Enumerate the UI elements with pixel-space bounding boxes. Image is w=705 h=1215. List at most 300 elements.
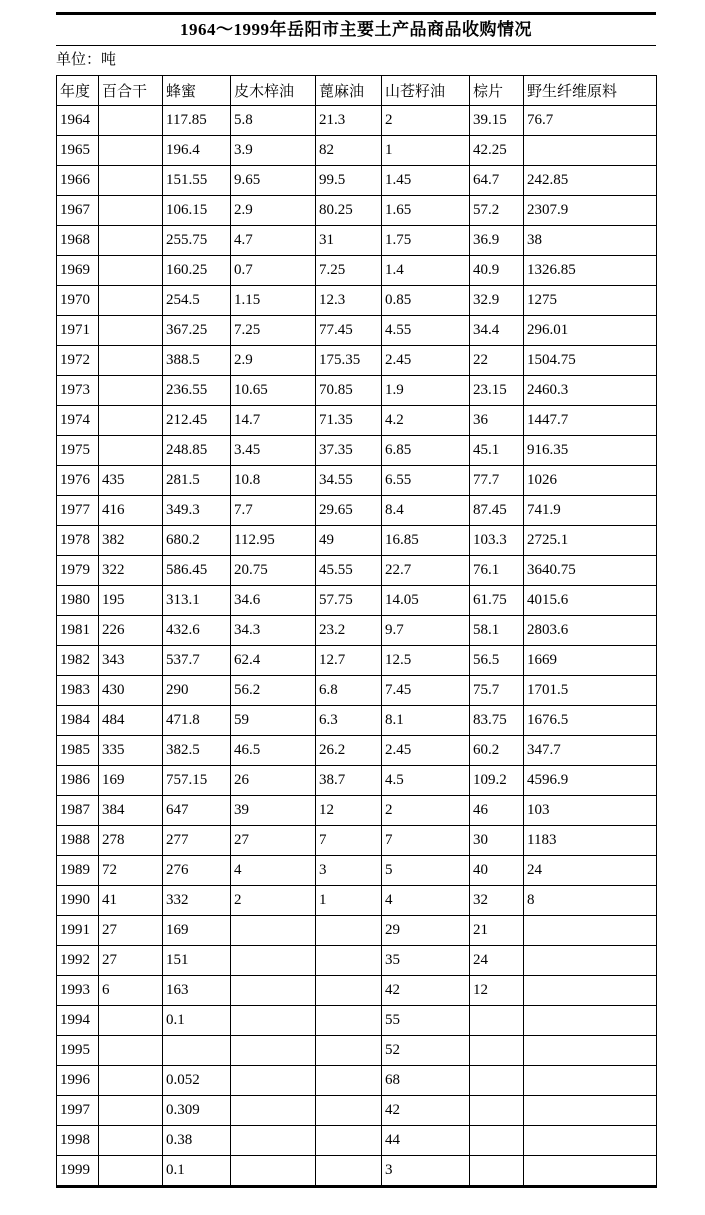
value-cell (316, 976, 382, 1006)
table-row (57, 916, 657, 946)
value-cell: 39.15 (470, 106, 524, 136)
value-cell: 4015.6 (524, 586, 657, 616)
value-cell: 388.5 (163, 346, 231, 376)
value-cell: 34.4 (470, 316, 524, 346)
value-cell: 42 (382, 976, 470, 1006)
value-cell: 1326.85 (524, 256, 657, 286)
value-cell: 34.3 (231, 616, 316, 646)
value-cell: 14.7 (231, 406, 316, 436)
value-cell: 3.45 (231, 436, 316, 466)
year-cell: 1988 (57, 826, 99, 856)
value-cell: 313.1 (163, 586, 231, 616)
year-cell: 1994 (57, 1006, 99, 1036)
value-cell: 916.35 (524, 436, 657, 466)
table-row (57, 676, 657, 706)
value-cell (524, 1006, 657, 1036)
value-cell: 1183 (524, 826, 657, 856)
value-cell: 471.8 (163, 706, 231, 736)
document-content (56, 12, 656, 1188)
value-cell: 151.55 (163, 166, 231, 196)
value-cell: 24 (470, 946, 524, 976)
value-cell: 1.75 (382, 226, 470, 256)
value-cell: 39 (231, 796, 316, 826)
value-cell: 6.3 (316, 706, 382, 736)
value-cell: 382.5 (163, 736, 231, 766)
value-cell (316, 1096, 382, 1126)
table-row (57, 1036, 657, 1066)
value-cell: 36 (470, 406, 524, 436)
value-cell (231, 1156, 316, 1187)
value-cell: 103 (524, 796, 657, 826)
value-cell: 484 (99, 706, 163, 736)
value-cell: 680.2 (163, 526, 231, 556)
value-cell: 83.75 (470, 706, 524, 736)
value-cell: 242.85 (524, 166, 657, 196)
value-cell (99, 316, 163, 346)
value-cell: 322 (99, 556, 163, 586)
value-cell: 12.5 (382, 646, 470, 676)
value-cell: 40 (470, 856, 524, 886)
value-cell: 106.15 (163, 196, 231, 226)
value-cell: 38 (524, 226, 657, 256)
table-row (57, 526, 657, 556)
value-cell: 68 (382, 1066, 470, 1096)
table-row (57, 376, 657, 406)
value-cell (524, 1066, 657, 1096)
value-cell: 45.1 (470, 436, 524, 466)
value-cell (99, 1066, 163, 1096)
value-cell: 296.01 (524, 316, 657, 346)
value-cell: 1.9 (382, 376, 470, 406)
year-cell: 1983 (57, 676, 99, 706)
value-cell: 77.45 (316, 316, 382, 346)
value-cell: 109.2 (470, 766, 524, 796)
value-cell: 77.7 (470, 466, 524, 496)
value-cell: 7.7 (231, 496, 316, 526)
value-cell: 103.3 (470, 526, 524, 556)
value-cell: 435 (99, 466, 163, 496)
value-cell: 70.85 (316, 376, 382, 406)
value-cell: 12 (316, 796, 382, 826)
value-cell: 6.8 (316, 676, 382, 706)
year-cell: 1968 (57, 226, 99, 256)
value-cell: 5.8 (231, 106, 316, 136)
table-row (57, 1066, 657, 1096)
year-cell: 1982 (57, 646, 99, 676)
value-cell: 4596.9 (524, 766, 657, 796)
year-cell: 1966 (57, 166, 99, 196)
value-cell: 0.309 (163, 1096, 231, 1126)
value-cell: 20.75 (231, 556, 316, 586)
value-cell: 3 (382, 1156, 470, 1187)
column-header: 年度 (57, 76, 99, 106)
value-cell: 432.6 (163, 616, 231, 646)
table-row (57, 106, 657, 136)
table-row (57, 826, 657, 856)
value-cell: 45.55 (316, 556, 382, 586)
year-cell: 1977 (57, 496, 99, 526)
value-cell: 49 (316, 526, 382, 556)
value-cell (524, 1036, 657, 1066)
value-cell: 21 (470, 916, 524, 946)
value-cell (99, 1156, 163, 1187)
unit-label: 单位：吨 (56, 52, 117, 68)
value-cell: 27 (99, 916, 163, 946)
value-cell: 175.35 (316, 346, 382, 376)
value-cell: 64.7 (470, 166, 524, 196)
year-cell: 1992 (57, 946, 99, 976)
year-cell: 1965 (57, 136, 99, 166)
value-cell: 416 (99, 496, 163, 526)
value-cell: 254.5 (163, 286, 231, 316)
value-cell: 8 (524, 886, 657, 916)
value-cell: 278 (99, 826, 163, 856)
table-body (57, 106, 657, 1187)
value-cell: 151 (163, 946, 231, 976)
value-cell (99, 286, 163, 316)
value-cell: 6.85 (382, 436, 470, 466)
year-cell: 1969 (57, 256, 99, 286)
value-cell: 61.75 (470, 586, 524, 616)
value-cell (99, 436, 163, 466)
table-row (57, 556, 657, 586)
table-row (57, 196, 657, 226)
year-cell: 1989 (57, 856, 99, 886)
value-cell: 21.3 (316, 106, 382, 136)
value-cell: 3.9 (231, 136, 316, 166)
value-cell: 332 (163, 886, 231, 916)
value-cell: 1026 (524, 466, 657, 496)
value-cell: 236.55 (163, 376, 231, 406)
value-cell (231, 1066, 316, 1096)
year-cell: 1964 (57, 106, 99, 136)
value-cell: 4.5 (382, 766, 470, 796)
value-cell: 99.5 (316, 166, 382, 196)
value-cell (99, 256, 163, 286)
value-cell: 2307.9 (524, 196, 657, 226)
value-cell (231, 1096, 316, 1126)
value-cell (470, 1156, 524, 1187)
value-cell: 57.75 (316, 586, 382, 616)
value-cell: 37.35 (316, 436, 382, 466)
value-cell: 277 (163, 826, 231, 856)
year-cell: 1990 (57, 886, 99, 916)
value-cell: 1.45 (382, 166, 470, 196)
table-row (57, 496, 657, 526)
value-cell: 367.25 (163, 316, 231, 346)
year-cell: 1984 (57, 706, 99, 736)
table-row (57, 1156, 657, 1187)
table-row (57, 286, 657, 316)
value-cell (316, 946, 382, 976)
value-cell: 26 (231, 766, 316, 796)
value-cell: 42 (382, 1096, 470, 1126)
year-cell: 1999 (57, 1156, 99, 1187)
column-header: 山苍籽油 (382, 76, 470, 106)
value-cell: 29 (382, 916, 470, 946)
year-cell: 1986 (57, 766, 99, 796)
year-cell: 1985 (57, 736, 99, 766)
value-cell: 24 (524, 856, 657, 886)
value-cell (99, 196, 163, 226)
value-cell (316, 1066, 382, 1096)
value-cell: 7.45 (382, 676, 470, 706)
value-cell (316, 1156, 382, 1187)
year-cell: 1981 (57, 616, 99, 646)
table-row (57, 316, 657, 346)
table-row (57, 406, 657, 436)
value-cell: 29.65 (316, 496, 382, 526)
value-cell: 4.2 (382, 406, 470, 436)
value-cell (99, 376, 163, 406)
page-title: 1964～1999年岳阳市主要土产品商品收购情况 (180, 20, 532, 39)
value-cell: 71.35 (316, 406, 382, 436)
value-cell: 80.25 (316, 196, 382, 226)
year-cell: 1971 (57, 316, 99, 346)
value-cell: 44 (382, 1126, 470, 1156)
value-cell: 1.65 (382, 196, 470, 226)
value-cell: 1 (316, 886, 382, 916)
value-cell: 4.55 (382, 316, 470, 346)
value-cell: 34.6 (231, 586, 316, 616)
value-cell: 1701.5 (524, 676, 657, 706)
value-cell: 537.7 (163, 646, 231, 676)
year-cell: 1987 (57, 796, 99, 826)
year-cell: 1997 (57, 1096, 99, 1126)
value-cell (99, 166, 163, 196)
year-cell: 1979 (57, 556, 99, 586)
column-header: 棕片 (470, 76, 524, 106)
value-cell: 40.9 (470, 256, 524, 286)
value-cell (470, 1126, 524, 1156)
value-cell: 41 (99, 886, 163, 916)
value-cell: 7.25 (316, 256, 382, 286)
header-row (57, 76, 657, 106)
value-cell: 2 (382, 796, 470, 826)
value-cell: 196.4 (163, 136, 231, 166)
value-cell: 6.55 (382, 466, 470, 496)
year-cell: 1970 (57, 286, 99, 316)
value-cell (524, 1126, 657, 1156)
value-cell (99, 106, 163, 136)
value-cell: 82 (316, 136, 382, 166)
value-cell: 46.5 (231, 736, 316, 766)
value-cell: 8.4 (382, 496, 470, 526)
value-cell: 212.45 (163, 406, 231, 436)
value-cell: 1 (382, 136, 470, 166)
value-cell: 757.15 (163, 766, 231, 796)
value-cell (231, 946, 316, 976)
value-cell: 10.8 (231, 466, 316, 496)
value-cell (470, 1036, 524, 1066)
value-cell: 112.95 (231, 526, 316, 556)
value-cell: 7 (382, 826, 470, 856)
value-cell: 7.25 (231, 316, 316, 346)
table-row (57, 1006, 657, 1036)
table-row (57, 136, 657, 166)
value-cell: 2.9 (231, 196, 316, 226)
value-cell: 290 (163, 676, 231, 706)
value-cell (316, 1126, 382, 1156)
table-row (57, 706, 657, 736)
value-cell: 4 (382, 886, 470, 916)
table-row (57, 976, 657, 1006)
value-cell: 76.7 (524, 106, 657, 136)
value-cell: 1676.5 (524, 706, 657, 736)
value-cell (99, 1006, 163, 1036)
value-cell: 52 (382, 1036, 470, 1066)
year-cell: 1978 (57, 526, 99, 556)
value-cell: 9.7 (382, 616, 470, 646)
year-cell: 1976 (57, 466, 99, 496)
table-row (57, 616, 657, 646)
value-cell: 163 (163, 976, 231, 1006)
value-cell: 255.75 (163, 226, 231, 256)
value-cell: 12.3 (316, 286, 382, 316)
value-cell: 4.7 (231, 226, 316, 256)
value-cell (99, 1036, 163, 1066)
value-cell: 382 (99, 526, 163, 556)
value-cell: 349.3 (163, 496, 231, 526)
value-cell (231, 1126, 316, 1156)
table-row (57, 856, 657, 886)
value-cell: 117.85 (163, 106, 231, 136)
data-table (56, 75, 657, 1188)
value-cell: 384 (99, 796, 163, 826)
value-cell: 8.1 (382, 706, 470, 736)
column-header: 野生纤维原料 (524, 76, 657, 106)
table-row (57, 946, 657, 976)
value-cell: 2460.3 (524, 376, 657, 406)
table-row (57, 736, 657, 766)
value-cell: 31 (316, 226, 382, 256)
column-header: 百合干 (99, 76, 163, 106)
value-cell (231, 1036, 316, 1066)
value-cell: 2.45 (382, 736, 470, 766)
value-cell (99, 1126, 163, 1156)
value-cell: 35 (382, 946, 470, 976)
year-cell: 1996 (57, 1066, 99, 1096)
value-cell: 9.65 (231, 166, 316, 196)
value-cell: 2.45 (382, 346, 470, 376)
value-cell: 38.7 (316, 766, 382, 796)
value-cell: 16.85 (382, 526, 470, 556)
value-cell: 27 (99, 946, 163, 976)
year-cell: 1993 (57, 976, 99, 1006)
value-cell: 14.05 (382, 586, 470, 616)
value-cell: 23.15 (470, 376, 524, 406)
year-cell: 1974 (57, 406, 99, 436)
table-row (57, 436, 657, 466)
value-cell: 169 (99, 766, 163, 796)
value-cell (524, 916, 657, 946)
value-cell: 169 (163, 916, 231, 946)
value-cell: 3 (316, 856, 382, 886)
year-cell: 1998 (57, 1126, 99, 1156)
value-cell: 586.45 (163, 556, 231, 586)
value-cell (316, 1006, 382, 1036)
value-cell: 23.2 (316, 616, 382, 646)
year-cell: 1995 (57, 1036, 99, 1066)
value-cell: 55 (382, 1006, 470, 1036)
table-row (57, 1126, 657, 1156)
value-cell: 5 (382, 856, 470, 886)
year-cell: 1980 (57, 586, 99, 616)
value-cell (99, 346, 163, 376)
table-row (57, 766, 657, 796)
value-cell: 2725.1 (524, 526, 657, 556)
value-cell: 0.38 (163, 1126, 231, 1156)
value-cell: 2803.6 (524, 616, 657, 646)
value-cell: 1504.75 (524, 346, 657, 376)
table-row (57, 586, 657, 616)
table-row (57, 346, 657, 376)
year-cell: 1972 (57, 346, 99, 376)
value-cell: 12 (470, 976, 524, 1006)
value-cell (231, 1006, 316, 1036)
value-cell: 1.15 (231, 286, 316, 316)
value-cell: 30 (470, 826, 524, 856)
value-cell: 741.9 (524, 496, 657, 526)
value-cell: 347.7 (524, 736, 657, 766)
value-cell (470, 1096, 524, 1126)
value-cell: 6 (99, 976, 163, 1006)
value-cell: 0.1 (163, 1156, 231, 1187)
value-cell: 58.1 (470, 616, 524, 646)
value-cell: 32.9 (470, 286, 524, 316)
value-cell: 62.4 (231, 646, 316, 676)
value-cell: 76.1 (470, 556, 524, 586)
column-header: 蓖麻油 (316, 76, 382, 106)
value-cell: 281.5 (163, 466, 231, 496)
value-cell: 22.7 (382, 556, 470, 586)
value-cell: 57.2 (470, 196, 524, 226)
table-row (57, 796, 657, 826)
value-cell: 26.2 (316, 736, 382, 766)
year-cell: 1967 (57, 196, 99, 226)
column-header: 蜂蜜 (163, 76, 231, 106)
value-cell: 276 (163, 856, 231, 886)
value-cell (231, 976, 316, 1006)
value-cell (524, 1096, 657, 1126)
value-cell: 0.7 (231, 256, 316, 286)
value-cell (470, 1006, 524, 1036)
value-cell: 22 (470, 346, 524, 376)
value-cell (524, 1156, 657, 1187)
value-cell: 36.9 (470, 226, 524, 256)
value-cell: 2 (382, 106, 470, 136)
value-cell (99, 226, 163, 256)
table-row (57, 466, 657, 496)
value-cell: 12.7 (316, 646, 382, 676)
value-cell (524, 136, 657, 166)
year-cell: 1973 (57, 376, 99, 406)
value-cell: 1275 (524, 286, 657, 316)
table-row (57, 226, 657, 256)
value-cell (470, 1066, 524, 1096)
value-cell: 42.25 (470, 136, 524, 166)
value-cell: 10.65 (231, 376, 316, 406)
value-cell: 647 (163, 796, 231, 826)
value-cell: 2.9 (231, 346, 316, 376)
value-cell: 195 (99, 586, 163, 616)
value-cell: 335 (99, 736, 163, 766)
value-cell: 75.7 (470, 676, 524, 706)
value-cell: 160.25 (163, 256, 231, 286)
value-cell: 2 (231, 886, 316, 916)
value-cell: 248.85 (163, 436, 231, 466)
value-cell: 1.4 (382, 256, 470, 286)
